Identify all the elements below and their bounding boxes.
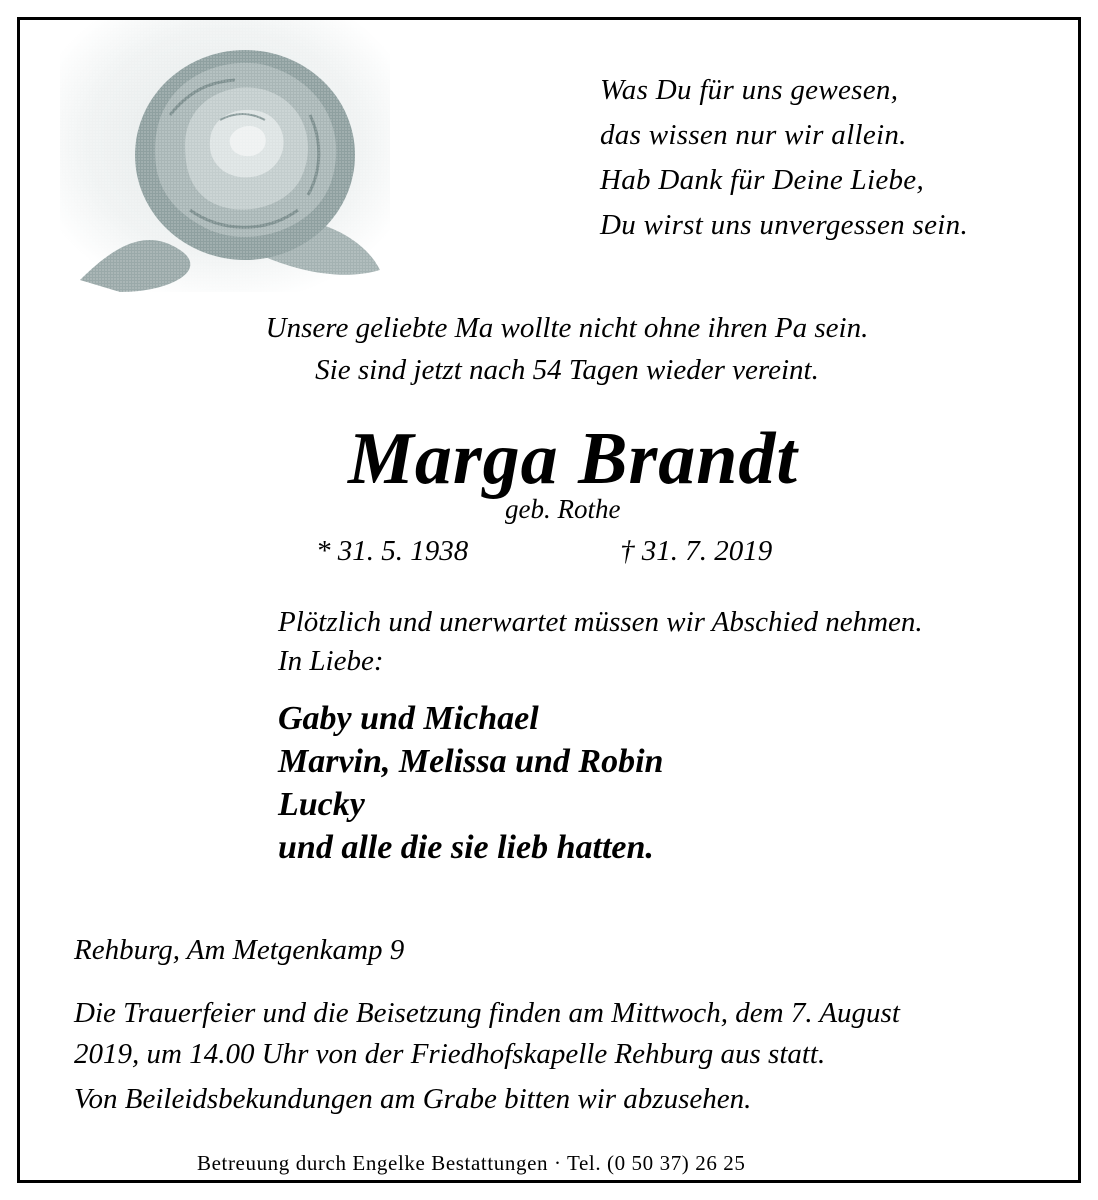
mourner: Marvin, Melissa und Robin — [278, 743, 664, 780]
address: Rehburg, Am Metgenkamp 9 — [74, 934, 405, 966]
poem — [600, 68, 968, 248]
death-date: † 31. 7. 2019 — [620, 535, 773, 567]
poem-line: Hab Dank für Deine Liebe, — [600, 164, 925, 196]
birth-date: * 31. 5. 1938 — [316, 535, 469, 567]
ceremony-text — [74, 993, 1054, 1075]
condolence-note: Von Beileidsbekundungen am Grabe bitten wir abzusehen. — [74, 1083, 752, 1115]
farewell-line: Plötzlich und unerwartet müssen wir Abschied nehmen. — [278, 606, 923, 638]
deceased-name: Marga Brandt — [348, 418, 798, 500]
farewell-line: In Liebe: — [278, 645, 384, 677]
intro-line: Sie sind jetzt nach 54 Tagen wieder vereint. — [315, 354, 819, 386]
funeral-home-footer: Betreuung durch Engelke Bestattungen · Tel. (0 50 37) 26 25 — [185, 1148, 758, 1178]
mourners-list — [278, 697, 663, 869]
mourner: Gaby und Michael — [278, 700, 539, 737]
intro-line: Unsere geliebte Ma wollte nicht ohne ihren Pa sein. — [265, 312, 869, 344]
poem-line: Was Du für uns gewesen, — [600, 74, 899, 106]
rose-image — [60, 20, 390, 292]
mourner: und alle die sie lieb hatten. — [278, 829, 654, 866]
poem-line: Du wirst uns unvergessen sein. — [600, 209, 968, 241]
ceremony-line: Die Trauerfeier und die Beisetzung finden am Mittwoch, dem 7. August — [74, 997, 900, 1029]
mourner: Lucky — [278, 786, 365, 823]
obituary-frame — [17, 17, 1081, 1183]
ceremony-line: 2019, um 14.00 Uhr von der Friedhofskapelle Rehburg aus statt. — [74, 1038, 826, 1070]
maiden-name: geb. Rothe — [505, 494, 621, 524]
poem-line: das wissen nur wir allein. — [600, 119, 907, 151]
intro-text — [20, 307, 1084, 391]
farewell-text — [278, 603, 923, 681]
